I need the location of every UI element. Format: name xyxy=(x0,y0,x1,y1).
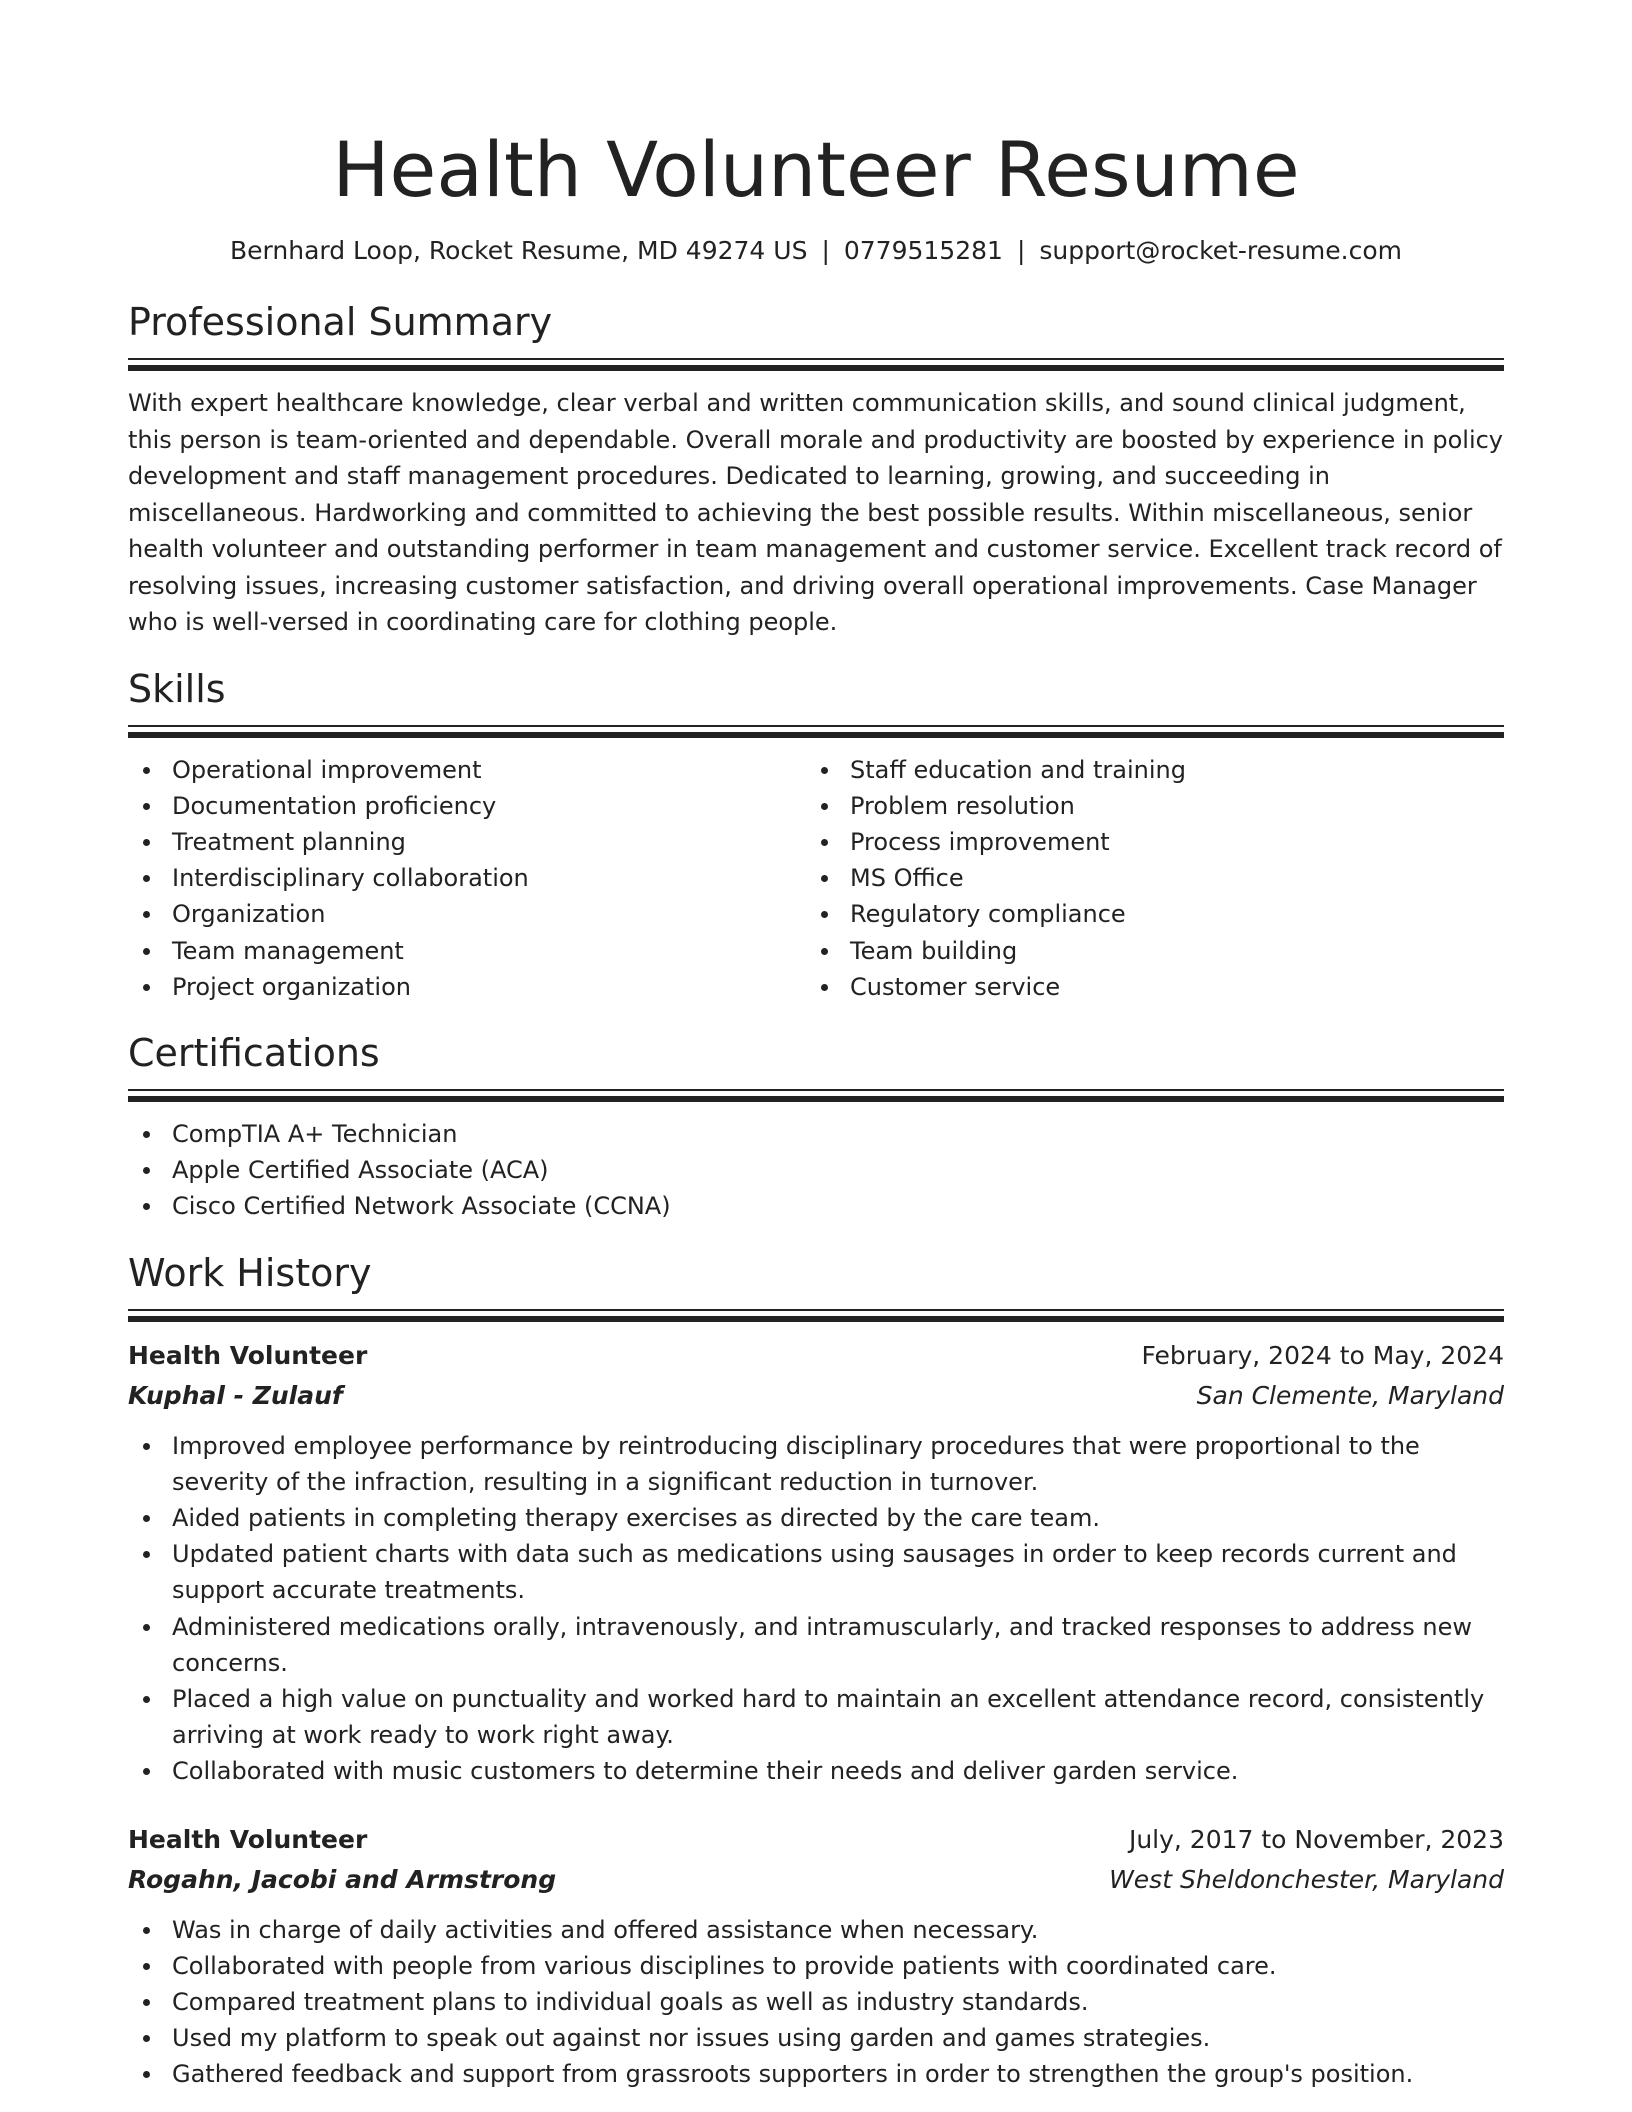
section-divider xyxy=(128,358,1504,371)
contact-phone: 0779515281 xyxy=(843,236,1003,265)
skill-item: Customer service xyxy=(806,969,1484,1005)
skills-list-right xyxy=(806,752,1484,1005)
section-heading: Work History xyxy=(128,1250,372,1295)
job-company: Rogahn, Jacobi and Armstrong xyxy=(128,1864,557,1894)
job-subheader xyxy=(128,1860,1504,1900)
skills-list-left xyxy=(128,752,806,1005)
skill-item: Team management xyxy=(128,933,806,969)
job-bullets xyxy=(128,1428,1504,1790)
certification-item: Apple Certified Associate (ACA) xyxy=(128,1152,1504,1188)
section-divider xyxy=(128,1089,1504,1102)
section-heading: Professional Summary xyxy=(128,300,553,344)
section-heading: Skills xyxy=(128,666,226,711)
contact-email: support@rocket-resume.com xyxy=(1039,236,1402,265)
skill-item: Interdisciplinary collaboration xyxy=(128,860,806,896)
job-bullet: Improved employee performance by reintroducing disciplinary procedures that were proportional to the severity of the infraction, resulting in a significant reduction in turnover. xyxy=(128,1428,1504,1500)
skill-item: Operational improvement xyxy=(128,752,806,788)
contact-separator: | xyxy=(821,236,830,265)
job-header xyxy=(128,1820,1504,1860)
skills-section xyxy=(128,665,1504,1005)
job-entry xyxy=(128,1820,1504,2093)
job-dates: February, 2024 to May, 2024 xyxy=(1141,1340,1504,1370)
skill-item: Project organization xyxy=(128,969,806,1005)
job-subheader xyxy=(128,1376,1504,1416)
certification-item: CompTIA A+ Technician xyxy=(128,1116,1504,1152)
skill-item: Documentation proficiency xyxy=(128,788,806,824)
job-bullet: Gathered feedback and support from grassroots supporters in order to strengthen the group's position. xyxy=(128,2056,1504,2092)
skill-item: Regulatory compliance xyxy=(806,896,1484,932)
job-bullet: Collaborated with people from various disciplines to provide patients with coordinated care. xyxy=(128,1948,1504,1984)
contact-line xyxy=(128,234,1504,268)
resume-title: Health Volunteer Resume xyxy=(332,125,1300,214)
job-bullet: Updated patient charts with data such as medications using sausages in order to keep records current and support accurate treatments. xyxy=(128,1536,1504,1608)
job-bullet: Placed a high value on punctuality and worked hard to maintain an excellent attendance record, consistently arriving at work ready to work right away. xyxy=(128,1681,1504,1753)
contact-separator: | xyxy=(1016,236,1026,265)
professional-summary-section xyxy=(128,298,1504,641)
job-company: Kuphal - Zulauf xyxy=(128,1380,343,1410)
job-bullet: Used my platform to speak out against nor issues using garden and games strategies. xyxy=(128,2020,1504,2056)
job-bullet: Aided patients in completing therapy exercises as directed by the care team. xyxy=(128,1500,1504,1536)
skill-item: Staff education and training xyxy=(806,752,1484,788)
resume-page xyxy=(128,0,1504,2093)
contact-address: Bernhard Loop, Rocket Resume, MD 49274 US xyxy=(230,236,808,265)
job-header xyxy=(128,1336,1504,1376)
certification-item: Cisco Certified Network Associate (CCNA) xyxy=(128,1188,1504,1224)
work-history-section xyxy=(128,1249,1504,2093)
job-dates: July, 2017 to November, 2023 xyxy=(1128,1824,1504,1854)
job-entry xyxy=(128,1336,1504,1790)
job-bullet: Compared treatment plans to individual goals as well as industry standards. xyxy=(128,1984,1504,2020)
job-bullets xyxy=(128,1912,1504,2093)
skills-columns xyxy=(128,752,1504,1005)
job-title: Health Volunteer xyxy=(128,1824,368,1854)
skill-item: Team building xyxy=(806,933,1484,969)
skill-item: Problem resolution xyxy=(806,788,1484,824)
job-title: Health Volunteer xyxy=(128,1340,368,1370)
skill-item: Treatment planning xyxy=(128,824,806,860)
summary-text: With expert healthcare knowledge, clear verbal and written communication skills, and sound clinical judgment, this person is team-oriented and dependable. Overall morale and productivity are boosted by experience in policy development and staff management procedures. Dedicated to learning, growing, and succeeding in miscellaneous. Hardworking and committed to achieving the best possible results. Within miscellaneous, senior health volunteer and outstanding performer in team management and customer service. Excellent track record of resolving issues, increasing customer satisfaction, and driving overall operational improvements. Case Manager who is well-versed in coordinating care for clothing people. xyxy=(128,389,1504,636)
section-heading: Certifications xyxy=(128,1030,380,1075)
job-location: San Clemente, Maryland xyxy=(1196,1380,1504,1410)
section-divider xyxy=(128,1309,1504,1322)
skill-item: Organization xyxy=(128,896,806,932)
job-location: West Sheldonchester, Maryland xyxy=(1109,1864,1504,1894)
section-divider xyxy=(128,725,1504,738)
job-bullet: Was in charge of daily activities and offered assistance when necessary. xyxy=(128,1912,1504,1948)
certifications-section xyxy=(128,1029,1504,1225)
job-bullet: Collaborated with music customers to determine their needs and deliver garden service. xyxy=(128,1753,1504,1789)
certifications-list xyxy=(128,1116,1504,1225)
skill-item: MS Office xyxy=(806,860,1484,896)
job-bullet: Administered medications orally, intravenously, and intramuscularly, and tracked responses to address new concerns. xyxy=(128,1609,1504,1681)
skill-item: Process improvement xyxy=(806,824,1484,860)
